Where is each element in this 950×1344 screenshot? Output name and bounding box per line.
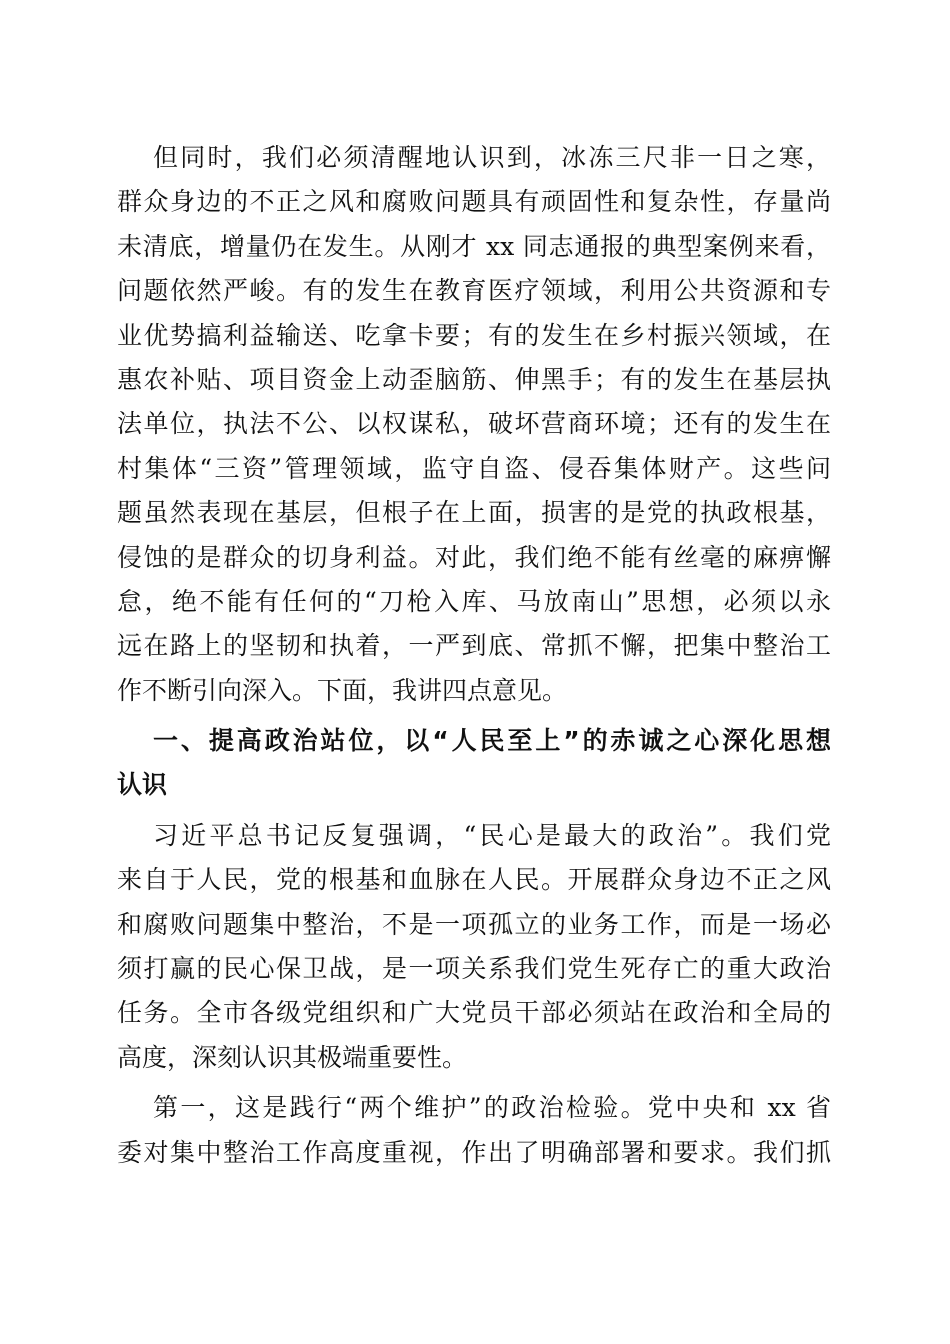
section-heading [117,719,831,808]
text-line: 侵蚀的是群众的切身利益。对此，我们绝不能有丝毫的麻痹懈 [117,542,831,572]
text-line: 一、提高政治站位，以“人民至上”的赤诚之心深化思想 [153,726,831,756]
text-line: 村集体“三资”管理领域，监守自盗、侵吞集体财产。这些问 [117,453,831,483]
text-line: 但同时，我们必须清醒地认识到，冰冻三尺非一日之寒， [153,143,831,172]
text-line: 任务。全市各级党组织和广大党员干部必须站在政治和全局的 [117,998,831,1028]
text-line: 委对集中整治工作高度重视，作出了明确部署和要求。我们抓 [117,1137,831,1167]
text-line: 惠农补贴、项目资金上动歪脑筋、伸黑手；有的发生在基层执 [117,364,831,394]
text-line: 群众身边的不正之风和腐败问题具有顽固性和复杂性，存量尚 [117,187,831,217]
text-line: 来自于人民，党的根基和血脉在人民。开展群众身边不正之风 [117,865,831,895]
text-line: 未清底，增量仍在发生。从刚才 xx 同志通报的典型案例来看， [117,231,831,261]
text-line: 作不断引向深入。下面，我讲四点意见。 [117,675,568,705]
text-line: 习近平总书记反复强调，“民心是最大的政治”。我们党 [153,820,831,850]
text-line: 和腐败问题集中整治，不是一项孤立的业务工作，而是一场必 [117,909,831,939]
text-line: 业优势搞利益输送、吃拿卡要；有的发生在乡村振兴领域，在 [117,320,831,350]
text-line: 怠，绝不能有任何的“刀枪入库、马放南山”思想，必须以永 [117,586,831,616]
body-paragraph [117,814,831,1080]
text-line: 题虽然表现在基层，但根子在上面，损害的是党的执政根基， [117,498,831,528]
text-line: 法单位，执法不公、以权谋私，破坏营商环境；还有的发生在 [117,409,831,439]
body-paragraph [117,136,831,713]
text-line: 高度，深刻认识其极端重要性。 [117,1042,468,1072]
text-line: 第一，这是践行“两个维护”的政治检验。党中央和 xx 省 [153,1093,831,1123]
text-line: 远在路上的坚韧和执着，一严到底、常抓不懈，把集中整治工 [117,631,831,661]
text-line: 须打赢的民心保卫战，是一项关系我们党生死存亡的重大政治 [117,954,831,984]
body-paragraph [117,1086,831,1175]
text-line: 问题依然严峻。有的发生在教育医疗领域，利用公共资源和专 [117,276,831,306]
text-line: 认识 [117,770,168,800]
document-page [117,136,831,1175]
